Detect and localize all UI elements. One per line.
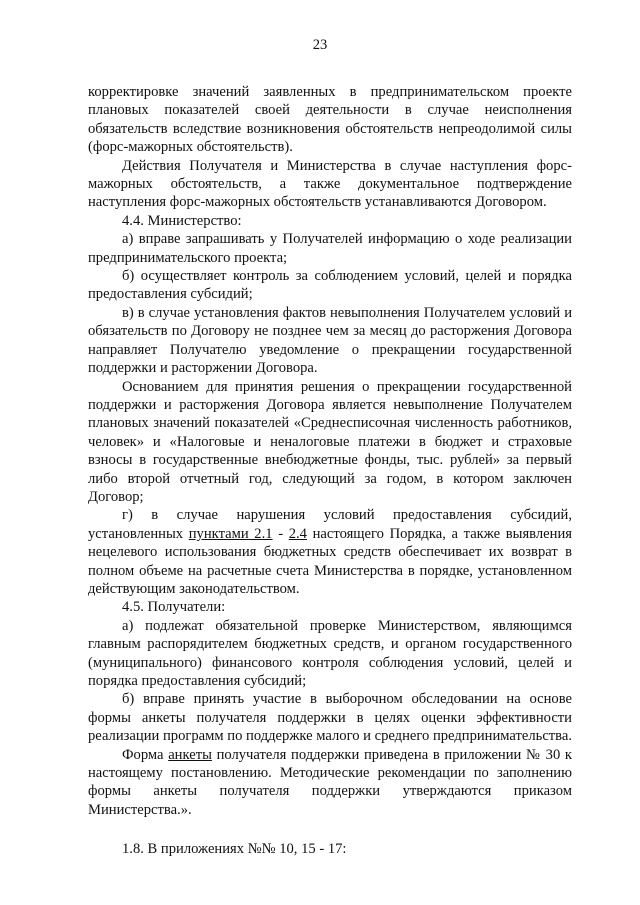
paragraph: в) в случае установления фактов невыполнения Получателем условий и обязательств по Договору не позднее чем за месяц до расторжения Договора направляет Получателю уведомление о прекращении государственной поддержки и расторжении Договора. bbox=[88, 304, 572, 377]
spacer bbox=[88, 819, 572, 840]
paragraph: а) вправе запрашивать у Получателей информацию о ходе реализации предпринимательского проекта; bbox=[88, 231, 572, 266]
paragraph-text: г) в случае нарушения условий предоставления субсидий, установленных bbox=[88, 507, 572, 542]
link-clause-2-1[interactable]: пунктами 2.1 bbox=[188, 525, 273, 542]
paragraph: б) осуществляет контроль за соблюдением условий, целей и порядка предоставления субсидий; bbox=[88, 268, 572, 303]
paragraph: Действия Получателя и Министерства в случае наступления форс-мажорных обстоятельств, а также документальное подтверждение наступления форс-мажорных обстоятельств устанавливаются Договором. bbox=[88, 157, 572, 211]
paragraph-text: настоящего Порядка, а также выявления нецелевого использования бюджетных средств обеспечивает их возврат в полном объеме на расчетные счета Министерства в порядке, установленном действующим законодательством. bbox=[88, 525, 572, 597]
paragraph-text: Форма bbox=[122, 746, 169, 763]
paragraph bbox=[88, 746, 572, 820]
link-questionnaire[interactable]: анкеты bbox=[168, 746, 212, 763]
paragraph-text: получателя поддержки приведена в приложении № 30 к настоящему постановлению. Методические рекомендации по заполнению формы анкеты получателя поддержки утверждаются приказом Министерства.». bbox=[88, 746, 573, 818]
section-heading: 4.4. Министерство: bbox=[122, 212, 242, 229]
section-heading: 4.5. Получатели: bbox=[122, 599, 226, 616]
paragraph bbox=[88, 506, 572, 598]
link-clause-2-4[interactable]: 2.4 bbox=[288, 525, 307, 542]
paragraph: а) подлежат обязательной проверке Министерством, являющимся главным распорядителем бюджетных средств, и органом государственного (муниципального) финансового контроля соблюдения условий, целей и порядка предоставления субсидий; bbox=[88, 617, 572, 689]
paragraph: корректировке значений заявленных в предпринимательском проекте плановых показателей своей деятельности в случае неисполнения обязательств вследствие возникновения обстоятельств непреодолимой силы (форс-мажорных обстоятельств). bbox=[88, 84, 572, 156]
section-heading: 1.8. В приложениях №№ 10, 15 - 17: bbox=[122, 841, 347, 858]
paragraph: Основанием для принятия решения о прекращении государственной поддержки и расторжения Договора является невыполнение Получателем плановых значений показателей «Среднесписочная численность работников, человек» и «Налоговые и неналоговые платежи в бюджет и страховые взносы в государственные внебюджетные фонды, тыс. рублей» за первый либо второй отчетный год, следующий за годом, в котором заключен Договор; bbox=[88, 378, 572, 505]
document-body bbox=[88, 83, 572, 859]
paragraph-text: - bbox=[272, 525, 289, 542]
page-number: 23 bbox=[312, 37, 328, 53]
paragraph: б) вправе принять участие в выборочном обследовании на основе формы анкеты получателя поддержки в целях оценки эффективности реализации программ по поддержке малого и среднего предпринимательства. bbox=[88, 691, 573, 745]
